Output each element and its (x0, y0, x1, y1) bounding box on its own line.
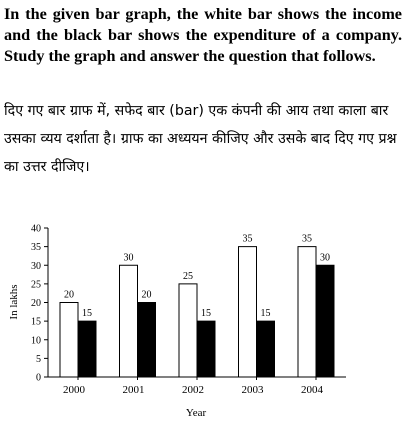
income-bar (298, 247, 316, 377)
y-tick-label: 20 (31, 298, 41, 309)
income-bar-label: 25 (183, 270, 193, 282)
question-hindi: दिए गए बार ग्राफ में, सफेद बार (bar) एक कंपनी की आय तथा काला बार उसका व्यय दर्शाता है। ग्राफ का अध्ययन कीजिए और उसके बाद दिए गए प्रश्न का उत्तर दीजिए। (4, 103, 397, 175)
y-axis-label: In lakhs (8, 284, 20, 320)
bars-group (60, 247, 334, 377)
expenditure-bar-label: 15 (260, 308, 271, 320)
income-bar-label: 20 (64, 289, 74, 301)
expenditure-bar (197, 321, 215, 377)
y-tick-label: 30 (31, 260, 41, 272)
y-tick-label: 0 (36, 372, 41, 384)
income-bar (60, 303, 78, 378)
x-tick-label: 2004 (301, 384, 323, 396)
y-tick-label: 35 (31, 242, 41, 254)
x-tick-label: 2002 (182, 384, 204, 396)
y-axis-ticks (31, 224, 48, 384)
expenditure-bar (316, 265, 334, 377)
x-tick-label: 2000 (63, 384, 85, 396)
y-tick-label: 10 (31, 335, 41, 347)
expenditure-bar-label: 30 (320, 252, 330, 264)
y-tick-label: 5 (36, 353, 41, 365)
x-axis-ticks (63, 377, 324, 396)
y-tick-label: 25 (31, 279, 41, 291)
income-bar (239, 247, 257, 377)
income-bar-label: 30 (123, 252, 134, 264)
expenditure-bar-label: 20 (141, 289, 152, 301)
expenditure-bar (257, 321, 275, 377)
y-tick-label: 40 (31, 223, 41, 235)
income-bar-label: 35 (302, 233, 312, 245)
expenditure-bar (78, 321, 96, 377)
y-tick-label: 15 (31, 316, 41, 328)
expenditure-bar-label: 15 (82, 308, 92, 320)
question-english: In the given bar graph, the white bar shows the income and the black bar shows the expenditure of a company. Study the graph and answer the question that follows. (4, 5, 402, 65)
income-bar (179, 284, 197, 377)
x-tick-label: 2001 (122, 384, 145, 396)
expenditure-bar (138, 303, 156, 378)
income-bar (120, 265, 138, 377)
x-tick-label: 2003 (241, 384, 264, 396)
income-bar-label: 35 (242, 233, 253, 245)
x-axis-label: Year (185, 407, 207, 419)
expenditure-bar-label: 15 (201, 308, 211, 320)
